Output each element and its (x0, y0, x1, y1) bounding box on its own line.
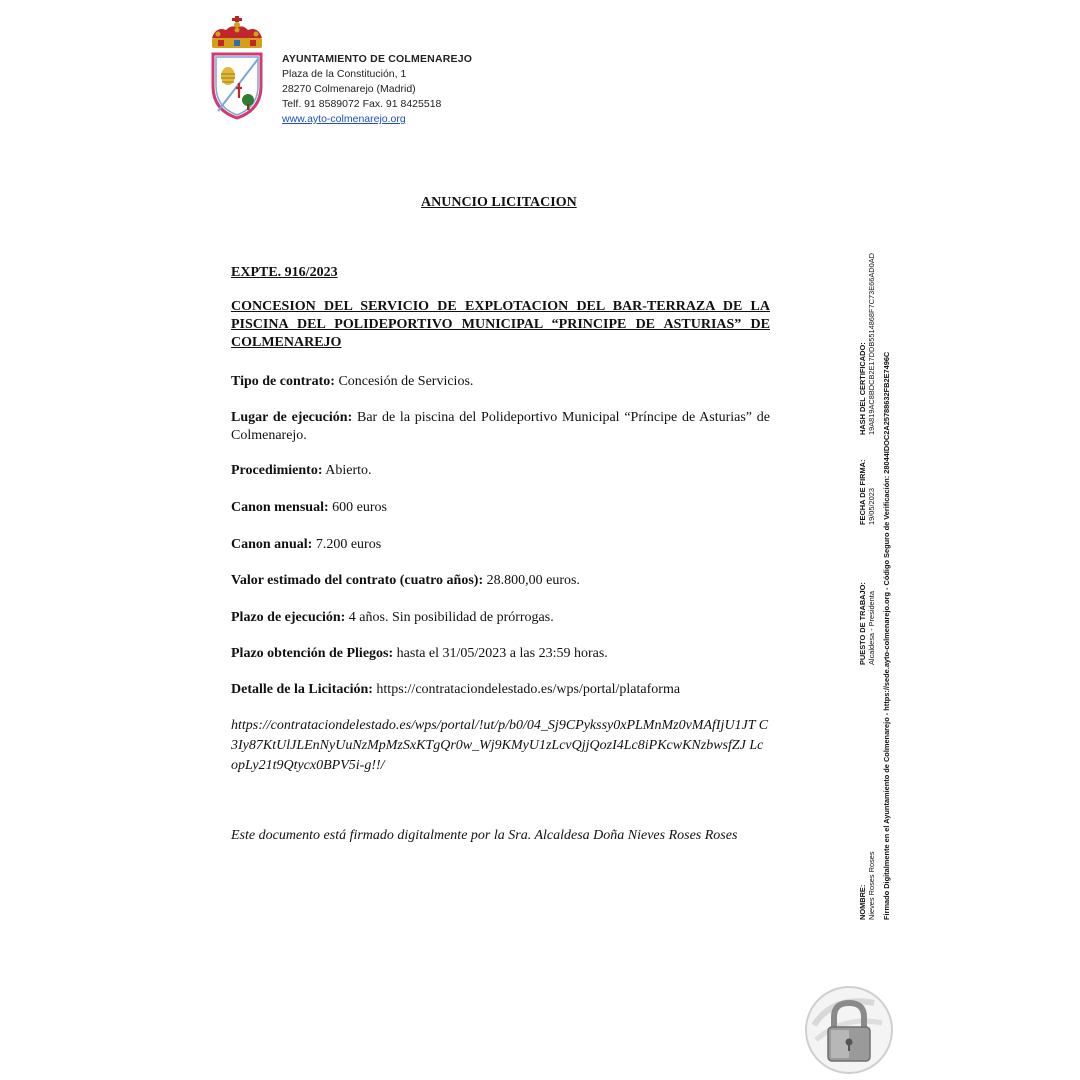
field-value: Abierto. (322, 463, 372, 478)
certificate-hash-value: 19A819AC8BDCB2E17DDB5514868F7C73E66AD0AD (867, 252, 876, 435)
field-label: Plazo obtención de Pliegos: (231, 646, 394, 661)
field-value: Concesión de Servicios. (334, 374, 474, 389)
field-detalle-licitacion (231, 681, 770, 699)
field-canon-anual (231, 536, 770, 554)
padlock-seal-icon (804, 985, 894, 1075)
field-label: Tipo de contrato: (231, 374, 335, 389)
field-tipo-contrato (231, 373, 770, 391)
signature-date-value: 19/05/2023 (867, 488, 876, 525)
field-label: Procedimiento: (231, 463, 323, 478)
field-value: 7.200 euros (312, 537, 382, 552)
field-label: Canon mensual: (231, 500, 329, 515)
field-plazo-pliegos (231, 645, 770, 663)
organization-info (282, 52, 472, 127)
field-value: 28.800,00 euros. (483, 573, 580, 588)
field-label: Detalle de la Licitación: (231, 682, 373, 697)
phone-fax: Telf. 91 8589072 Fax. 91 8425518 (282, 98, 442, 110)
document-title: ANUNCIO LICITACION (421, 195, 577, 210)
contract-subject: CONCESION DEL SERVICIO DE EXPLOTACION DEL BAR-TERRAZA DE LA PISCINA DEL POLIDEPORTIVO MUNICIPAL “PRINCIPE DE ASTURIAS” DE COLMENAREJO (231, 299, 770, 350)
field-label: Canon anual: (231, 537, 313, 552)
field-value: hasta el 31/05/2023 a las 23:59 horas. (393, 646, 608, 661)
address-line-1: Plaza de la Constitución, 1 (282, 68, 407, 80)
field-label: Valor estimado del contrato (cuatro años): (231, 573, 484, 588)
field-canon-mensual (231, 499, 770, 517)
field-value: 600 euros (328, 500, 387, 515)
field-lugar-ejecucion (231, 409, 770, 445)
verification-line: Firmado Digitalmente en el Ayuntamiento de Colmenarejo - https://sede.ayto-colmenarejo.org - Código Seguro de Verificación: 28044IDOC2A25788632FB2E7496C (882, 351, 891, 920)
signer-name-label: NOMBRE: (858, 884, 867, 920)
field-value: Bar de la piscina del Polideportivo Municipal “Príncipe de Asturias” de Colmenarejo. (231, 410, 770, 443)
field-value: 4 años. Sin posibilidad de prórrogas. (345, 610, 554, 625)
address-line-2: 28270 Colmenarejo (Madrid) (282, 83, 416, 95)
signer-name-value: Nieves Roses Roses (867, 851, 876, 920)
organization-name: AYUNTAMIENTO DE COLMENAREJO (282, 53, 473, 65)
field-plazo-ejecucion (231, 609, 770, 627)
signature-date-label: FECHA DE FIRMA: (858, 459, 867, 525)
field-procedimiento (231, 462, 770, 480)
field-label: Plazo de ejecución: (231, 610, 346, 625)
website-link[interactable]: www.ayto-colmenarejo.org (282, 113, 406, 125)
field-label: Lugar de ejecución: (231, 410, 353, 425)
field-value-link[interactable]: https://contrataciondelestado.es/wps/portal/plataforma (372, 682, 681, 697)
municipal-crest-logo (208, 16, 266, 122)
signature-note: Este documento está firmado digitalmente por la Sra. Alcaldesa Doña Nieves Roses Roses (231, 828, 738, 843)
tender-url[interactable]: https://contrataciondelestado.es/wps/portal/!ut/p/b0/04_Sj9CPykssy0xPLMnMz0vMAfIjU1JT C3Iy87KtUlJLEnNyUuNzMpMzSxKTgQr0w_Wj9KMyU1zLcvQjjQozI4Lc8iPKcwKNzbwsfZJ LcopLy21t9Qtycx0BPV5i-g!!/ (231, 718, 769, 773)
expediente-number: EXPTE. 916/2023 (231, 265, 338, 280)
field-valor-estimado (231, 572, 770, 590)
job-title-label: PUESTO DE TRABAJO: (858, 582, 867, 665)
job-title-value: Alcaldesa - Presidenta (867, 591, 876, 665)
certificate-hash-label: HASH DEL CERTIFICADO: (858, 342, 867, 435)
digital-signature-strip (858, 253, 891, 920)
